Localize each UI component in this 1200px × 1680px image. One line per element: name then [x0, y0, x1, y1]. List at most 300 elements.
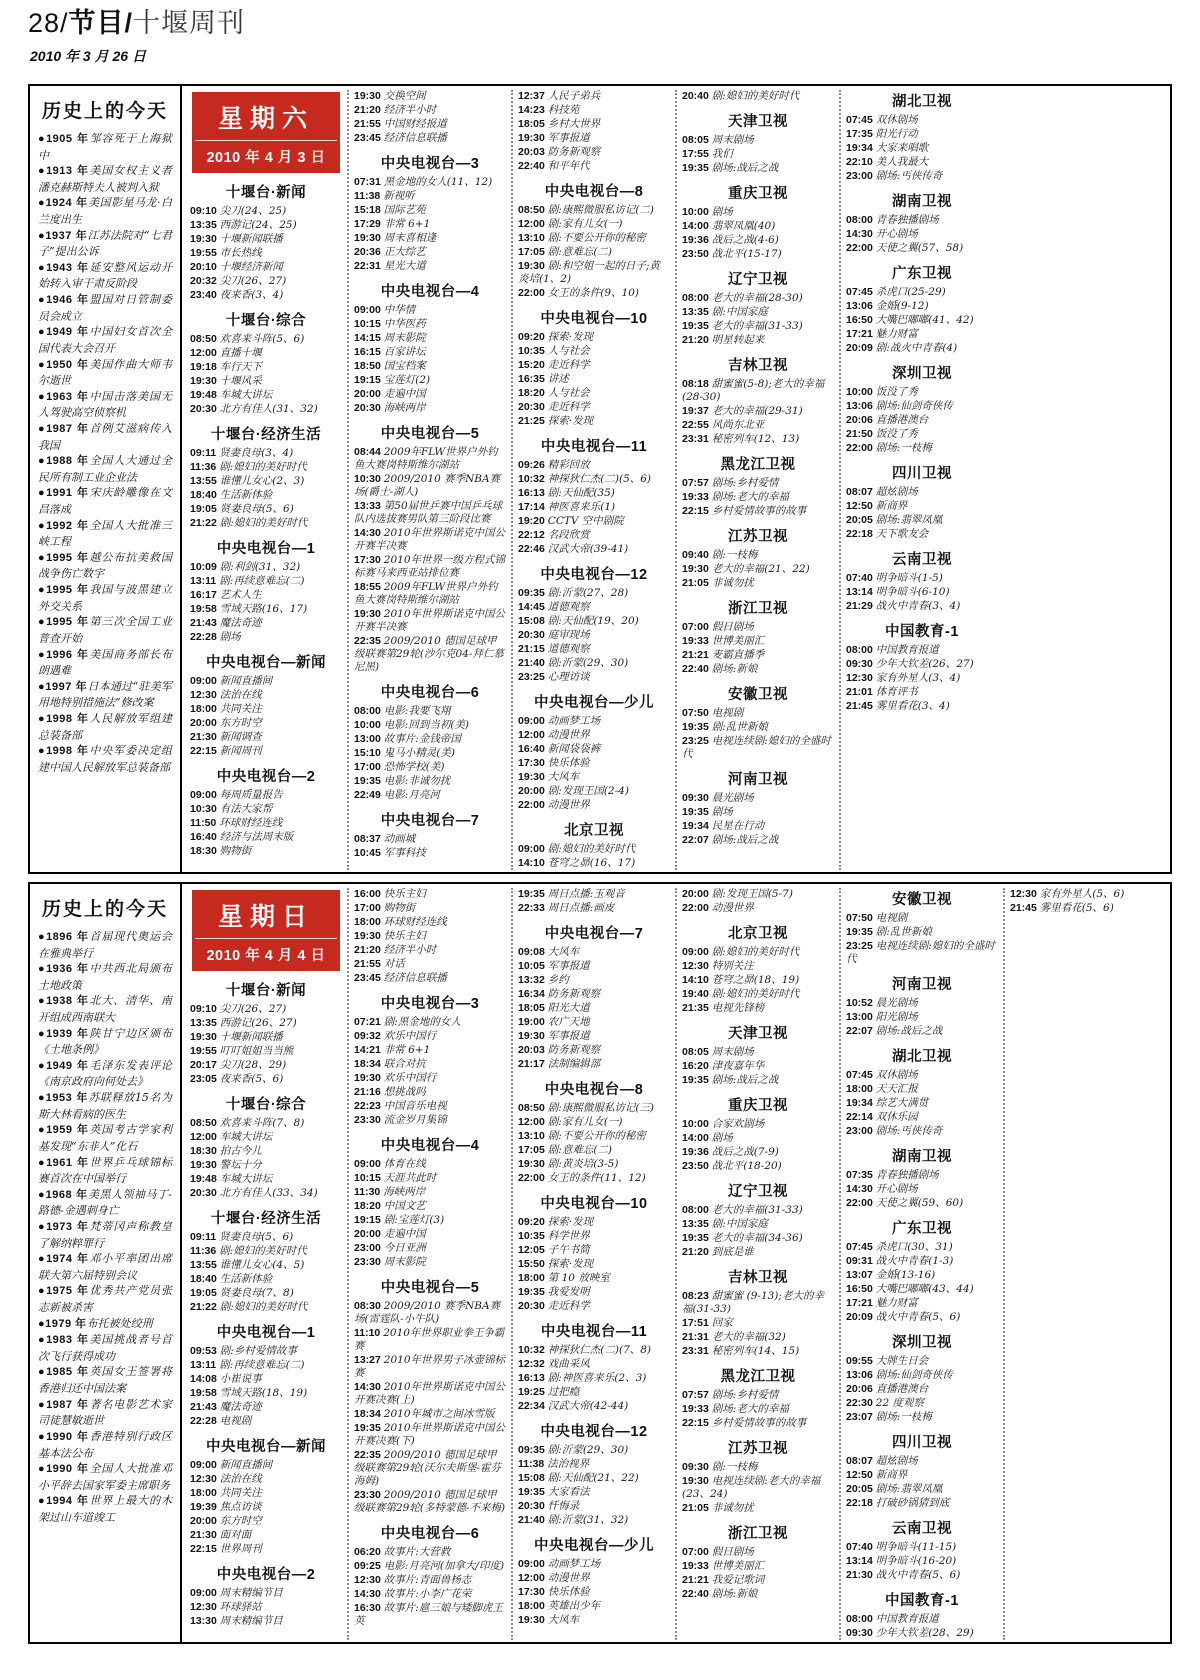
program-entry — [518, 160, 670, 173]
program-entry — [354, 581, 506, 607]
program-entry — [518, 260, 670, 286]
program-entry — [518, 771, 670, 784]
program-time: 21:20 — [682, 1246, 709, 1258]
issue-date: 2010 年 3 月 26 日 — [30, 48, 146, 64]
program-time: 08:23 — [682, 1290, 709, 1302]
program-time: 21:40 — [518, 1514, 545, 1526]
channel-name: 中央电视台—11 — [540, 439, 648, 455]
program-title: 新闻调查 — [219, 731, 262, 743]
program-entry — [846, 1541, 998, 1554]
program-title: 剧:发现王国(2-4) — [547, 785, 629, 797]
program-title: 法制编辑部 — [547, 1058, 601, 1070]
history-event: ●1985 年英国女王签署将香港归还中国法案 — [38, 1365, 173, 1396]
program-time: 22:15 — [190, 1543, 217, 1555]
program-title: 麦霸直播季 — [711, 649, 765, 661]
history-event: ●1995 年我国与波黑建立外交关系 — [38, 583, 173, 613]
program-title: 我爱记歌词 — [711, 1574, 765, 1586]
program-title: 周末精编节目 — [219, 1587, 283, 1599]
program-title: 大牌生日会 — [875, 1355, 929, 1367]
program-time: 17:05 — [518, 1144, 545, 1156]
history-event-year: ●1973 年 — [38, 1220, 90, 1233]
program-entry — [846, 142, 998, 155]
program-time: 19:18 — [190, 361, 217, 373]
program-time: 20:30 — [190, 1187, 217, 1199]
program-time: 21:43 — [190, 1401, 217, 1413]
program-time: 12:50 — [846, 500, 873, 512]
history-event: ●1979 年布托被处绞刑 — [38, 1316, 153, 1330]
program-time: 10:30 — [190, 803, 217, 815]
program-title: 开心剧场 — [875, 228, 918, 240]
program-entry — [518, 1572, 670, 1585]
program-time: 18:00 — [518, 1600, 545, 1612]
program-title: 面对面 — [219, 1529, 252, 1541]
program-time: 09:00 — [518, 715, 545, 727]
program-time: 13:10 — [518, 1130, 545, 1142]
program-time: 11:10 — [354, 1327, 381, 1339]
program-entry — [682, 549, 834, 562]
history-event-year: ●1913 年 — [38, 165, 90, 178]
program-time: 22:40 — [682, 663, 709, 675]
program-time: 09:11 — [190, 1231, 217, 1243]
program-title: 剧:黑金地的女人 — [383, 1016, 461, 1028]
program-time: 19:35 — [682, 1074, 709, 1086]
program-title: 北方有佳人(33、34) — [219, 1187, 318, 1199]
program-time: 14:30 — [354, 527, 381, 539]
program-entry — [682, 1417, 834, 1430]
program-time: 19:35 — [846, 926, 873, 938]
program-time: 14:10 — [518, 857, 545, 869]
program-title: 生活新体验 — [219, 489, 273, 501]
program-entry — [518, 1102, 670, 1115]
channel-name: 黑龙江卫视 — [720, 457, 796, 473]
history-event-year: ●1987 年 — [38, 422, 90, 435]
program-entry — [518, 1272, 670, 1285]
program-time: 09:00 — [518, 1558, 545, 1570]
program-time: 12:30 — [190, 689, 217, 701]
channel-name: 中央电视台—6 — [380, 1526, 480, 1542]
program-title: 鬼马小精灵(美) — [383, 747, 455, 759]
program-title: 天涯共此时 — [383, 1172, 437, 1184]
program-title: 直播港澳台 — [875, 414, 929, 426]
program-title: 双休剧场 — [875, 114, 918, 126]
history-event-year: ●1979 年 — [38, 1317, 87, 1330]
program-time: 09:25 — [354, 1560, 381, 1572]
program-title: 天使之翼(59、60) — [875, 1197, 964, 1209]
program-time: 19:30 — [518, 1030, 545, 1042]
program-time: 18:00 — [846, 1083, 873, 1095]
channel-name: 湖南卫视 — [892, 194, 952, 210]
program-entry — [354, 1381, 506, 1407]
program-entry — [354, 1072, 506, 1085]
program-time: 07:35 — [846, 1169, 873, 1181]
program-time: 23:25 — [518, 671, 545, 683]
program-entry — [518, 857, 670, 870]
program-time: 13:35 — [682, 306, 709, 318]
channel-name: 河南卫视 — [728, 772, 788, 788]
program-time: 23:30 — [354, 1256, 381, 1268]
program-time: 15:08 — [518, 615, 545, 627]
channel-name: 十堰台·新闻 — [225, 983, 307, 999]
channel-name: 十堰台·经济生活 — [210, 1211, 322, 1227]
program-entry — [518, 729, 670, 742]
program-entry — [846, 686, 998, 699]
program-entry — [354, 1228, 506, 1241]
program-entry — [190, 689, 342, 702]
program-time: 20:36 — [354, 246, 381, 258]
program-title: 剧:天仙配(35) — [547, 487, 615, 499]
channel-name: 重庆卫视 — [728, 1098, 788, 1114]
program-title: 尖刀(26、27) — [219, 275, 287, 287]
channel-name: 天津卫视 — [728, 114, 788, 130]
program-time: 19:30 — [682, 1475, 709, 1487]
program-entry — [190, 745, 342, 758]
program-time: 09:35 — [518, 1444, 545, 1456]
program-time: 19:34 — [682, 820, 709, 832]
program-time: 23:40 — [190, 289, 217, 301]
program-entry — [518, 974, 670, 987]
program-entry — [190, 1487, 342, 1500]
program-title: 体育评书 — [875, 686, 918, 698]
program-title: 道德观察 — [547, 643, 590, 655]
program-entry — [518, 888, 670, 901]
program-entry — [354, 1016, 506, 1029]
program-title: 庭审现场 — [547, 629, 590, 641]
program-title: 剧场:乡村爱情 — [711, 477, 779, 489]
program-time: 19:15 — [354, 374, 381, 386]
program-time: 08:05 — [682, 1046, 709, 1058]
program-entry — [682, 220, 834, 233]
channel-name: 中央电视台—新闻 — [206, 1439, 326, 1455]
program-title: 环球财经连线 — [383, 916, 447, 928]
program-entry — [518, 543, 670, 556]
program-time: 22:10 — [846, 156, 873, 168]
program-entry — [190, 333, 342, 346]
program-entry — [846, 1627, 998, 1640]
program-entry — [190, 475, 342, 488]
program-time: 23:25 — [682, 735, 709, 747]
program-title: 大风车 — [547, 946, 580, 958]
program-title: 魔法奇迹 — [219, 617, 262, 629]
history-event-year: ●1939 年 — [38, 1027, 90, 1040]
program-entry — [518, 785, 670, 798]
program-entry — [846, 1369, 998, 1382]
program-time: 14:30 — [846, 228, 873, 240]
program-title: 周日点播:画皮 — [547, 902, 615, 914]
program-entry — [354, 232, 506, 245]
program-title: 剧:媳妇的美好时代 — [711, 90, 800, 102]
program-title: 战火中青春(5、6) — [875, 1311, 961, 1323]
program-title: 电视先锋榜 — [711, 1002, 765, 1014]
history-event-year: ●1937 年 — [38, 229, 88, 242]
program-title: 车行天下 — [219, 361, 262, 373]
program-entry — [846, 286, 998, 299]
program-title: 剧:媳妇的美好时代 — [219, 1301, 308, 1313]
program-title: 共同关注 — [219, 703, 262, 715]
program-title: 剧:意难忘(二) — [547, 1144, 613, 1156]
program-entry — [846, 1069, 998, 1082]
program-entry — [354, 190, 506, 203]
channel-name: 中央电视台—5 — [380, 1280, 480, 1296]
program-entry — [846, 1613, 998, 1626]
program-time: 13:14 — [846, 586, 873, 598]
channel-name: 北京卫视 — [728, 926, 788, 942]
program-time: 10:45 — [354, 847, 381, 859]
program-title: 大家来唱歌 — [875, 142, 929, 154]
program-time: 10:00 — [354, 719, 381, 731]
program-title: 大嘴巴嘟嘟(41、42) — [875, 314, 974, 326]
program-time: 12:05 — [518, 1244, 545, 1256]
program-title: 剧:媳妇的美好时代 — [711, 988, 800, 1000]
program-time: 08:00 — [682, 292, 709, 304]
program-title: 剧场:仙剑奇侠传 — [875, 1369, 953, 1381]
program-time: 20:30 — [190, 403, 217, 415]
program-time: 23:31 — [682, 1345, 709, 1357]
program-title: 走遍中国 — [383, 1228, 426, 1240]
program-entry — [190, 503, 342, 516]
program-time: 22:49 — [354, 789, 381, 801]
program-title: 中华情 — [383, 304, 416, 316]
program-time: 23:31 — [682, 433, 709, 445]
history-event-year: ●1974 年 — [38, 1253, 90, 1266]
program-time: 18:30 — [190, 1145, 217, 1157]
program-title: 中国文艺 — [383, 1200, 426, 1212]
program-entry — [682, 292, 834, 305]
program-title: 购物街 — [219, 845, 252, 857]
program-title: 秘密列车(12、13) — [711, 433, 800, 445]
program-title: 乡村大世界 — [547, 118, 601, 130]
program-entry — [682, 621, 834, 634]
program-time: 07:45 — [846, 114, 873, 126]
program-title: 大风车 — [547, 771, 580, 783]
program-title: 交换空间 — [383, 90, 426, 102]
program-entry — [518, 1016, 670, 1029]
program-entry — [518, 601, 670, 614]
program-title: 中国财经报道 — [383, 118, 447, 130]
program-title: 车城大讲坛 — [219, 1173, 273, 1185]
program-title: 道德观察 — [547, 601, 590, 613]
program-time: 19:33 — [682, 635, 709, 647]
program-entry — [190, 589, 342, 602]
program-entry — [190, 205, 342, 218]
program-entry — [354, 1086, 506, 1099]
program-entry — [354, 833, 506, 846]
history-event-year: ●1938 年 — [38, 995, 90, 1008]
program-entry — [846, 1269, 998, 1282]
program-time: 12:50 — [846, 1469, 873, 1481]
program-title: 少年大钦差(26、27) — [875, 658, 974, 670]
program-title: 老大的幸福(21、22) — [711, 563, 810, 575]
program-entry — [354, 747, 506, 760]
program-entry — [518, 1344, 670, 1357]
program-title: 双休剧场 — [875, 1069, 918, 1081]
program-time: 19:30 — [518, 260, 545, 272]
program-entry — [846, 1555, 998, 1568]
history-event: ●1953 年苏联释放15名为斯大林看病的医生 — [38, 1091, 173, 1121]
program-entry — [518, 232, 670, 245]
program-time: 21:25 — [518, 415, 545, 427]
program-time: 07:45 — [846, 1241, 873, 1253]
program-entry — [354, 1327, 506, 1353]
history-event-year: ●1961 年 — [38, 1156, 90, 1169]
program-entry — [354, 902, 506, 915]
publication-name: 十堰周刊 — [133, 8, 246, 38]
channel-name: 中央电视台—1 — [216, 1325, 316, 1341]
program-time: 13:11 — [190, 1359, 217, 1371]
program-entry — [846, 1569, 998, 1582]
program-entry — [682, 1046, 834, 1059]
channel-name: 中央电视台—4 — [380, 1138, 480, 1154]
program-time: 16:30 — [354, 1602, 381, 1614]
program-title: 探索·发现 — [547, 415, 594, 427]
program-title: 第50届世乒赛中国乒乓球队内选拔赛男队第三阶段比赛 — [354, 500, 503, 525]
program-entry — [190, 1031, 342, 1044]
program-entry — [354, 733, 506, 746]
program-entry — [682, 974, 834, 987]
program-time: 21:20 — [354, 104, 381, 116]
program-title: 军事报道 — [547, 1030, 590, 1042]
channel-name: 湖南卫视 — [892, 1149, 952, 1165]
program-title: 回家 — [711, 1317, 733, 1329]
program-time: 23:00 — [846, 1125, 873, 1137]
program-title: 走近科学 — [547, 401, 590, 413]
history-event-year: ●1994 年 — [38, 1495, 90, 1508]
program-entry — [190, 1301, 342, 1314]
program-time: 19:30 — [190, 1159, 217, 1171]
history-event-year: ●1950 年 — [38, 358, 90, 371]
program-title: 探索·发现 — [547, 1216, 594, 1228]
program-title: 杀虎口(25-29) — [875, 286, 946, 298]
history-event-year: ●1975 年 — [38, 1285, 90, 1298]
program-entry — [518, 960, 670, 973]
program-title: 大风车 — [547, 1614, 580, 1626]
program-entry — [682, 1290, 834, 1316]
program-title: 和平年代 — [547, 160, 590, 172]
program-time: 17:00 — [354, 902, 381, 914]
program-title: 经济半小时 — [383, 944, 437, 956]
program-entry — [518, 146, 670, 159]
program-time: 20:05 — [846, 1483, 873, 1495]
program-time: 07:31 — [354, 176, 381, 188]
history-event: ●1995 年越公布抗美救国战争伤亡数字 — [38, 550, 173, 581]
program-time: 20:30 — [354, 402, 381, 414]
program-title: 假日剧场 — [711, 1546, 754, 1558]
program-time: 17:30 — [518, 757, 545, 769]
program-time: 18:50 — [354, 360, 381, 372]
program-title: 苍穹之昴(16、17) — [547, 857, 636, 869]
program-title: 西游记(24、25) — [219, 219, 297, 231]
program-time: 22:07 — [846, 1025, 873, 1037]
program-entry — [846, 228, 998, 241]
program-entry — [518, 1514, 670, 1527]
program-time: 19:33 — [682, 1403, 709, 1415]
program-title: 少年大钦差(28、29) — [875, 1627, 974, 1639]
program-title: 老大的幸福(31-33) — [711, 1204, 803, 1216]
program-time: 22:00 — [518, 287, 545, 299]
program-title: 欢喜来斗阵(7、8) — [219, 1117, 305, 1129]
history-sidebar — [30, 86, 182, 872]
program-title: 剧场:老大的幸福 — [711, 491, 789, 503]
program-entry — [846, 386, 998, 399]
program-entry — [190, 1515, 342, 1528]
program-time: 19:30 — [190, 1031, 217, 1043]
program-time: 22:28 — [190, 631, 217, 643]
program-entry — [354, 1574, 506, 1587]
program-title: 超炫剧场 — [875, 1455, 918, 1467]
program-entry — [682, 960, 834, 973]
program-title: 剧:中国家庭 — [711, 306, 768, 318]
program-time: 20:32 — [190, 275, 217, 287]
history-sidebar — [30, 884, 182, 1642]
program-entry — [682, 1246, 834, 1259]
program-entry — [190, 1359, 342, 1372]
channel-name: 中央电视台—2 — [216, 769, 316, 785]
program-title: 明争暗斗(11-15) — [875, 1541, 957, 1553]
program-entry — [354, 554, 506, 580]
channel-name: 中央电视台—少儿 — [534, 695, 654, 711]
program-title: 十堰新闻联播 — [219, 233, 283, 245]
program-entry — [846, 940, 998, 966]
program-entry — [682, 1345, 834, 1358]
program-title: 22 度观察 — [875, 1397, 924, 1409]
program-entry — [846, 214, 998, 227]
program-title: 2010年世界斯诺克中国公开赛半决赛 — [354, 608, 506, 633]
program-time: 17:14 — [518, 501, 545, 513]
program-time: 20:03 — [518, 146, 545, 158]
program-title: 特别关注 — [711, 960, 754, 972]
program-title: 剧:不要公开你的秘密 — [547, 232, 646, 244]
program-entry — [354, 789, 506, 802]
program-time: 09:26 — [518, 459, 545, 471]
program-title: 人民子弟兵 — [547, 90, 601, 102]
program-title: 新商界 — [875, 1469, 908, 1481]
program-title: 晨光剧场 — [711, 792, 754, 804]
program-time: 15:08 — [518, 1472, 545, 1484]
program-title: 电视连续剧:媳妇的全盛时代 — [682, 735, 831, 760]
program-time: 16:13 — [518, 487, 545, 499]
program-time: 12:30 — [1010, 888, 1037, 900]
program-entry — [682, 635, 834, 648]
program-entry — [190, 1017, 342, 1030]
day-schedule-box — [28, 882, 1172, 1644]
program-entry — [846, 170, 998, 183]
program-time: 17:35 — [846, 128, 873, 140]
program-title: 剧:乱世新娘 — [711, 721, 768, 733]
channel-name: 中央电视台—4 — [380, 284, 480, 300]
program-entry — [682, 888, 834, 901]
program-title: 2009/2010 德国足球甲级联赛第29轮(多特蒙德-不来梅) — [354, 1489, 506, 1514]
program-time: 19:40 — [682, 988, 709, 1000]
program-time: 19:15 — [354, 1214, 381, 1226]
program-title: 甜蜜蜜 (9-13);老大的幸福(31-33) — [682, 1290, 824, 1315]
program-time: 09:30 — [846, 1627, 873, 1639]
history-event-year: ●1943 年 — [38, 261, 90, 274]
program-title: 超炫剧场 — [875, 486, 918, 498]
program-entry — [518, 132, 670, 145]
channel-name: 中央电视台—7 — [544, 926, 644, 942]
program-title: 电影:月亮河(加拿大/印度) — [383, 1560, 505, 1572]
program-entry — [354, 1422, 506, 1448]
program-title: 综艺大满贯 — [875, 1097, 929, 1109]
program-entry — [682, 1160, 834, 1173]
program-entry — [518, 1358, 670, 1371]
program-time: 19:30 — [518, 1158, 545, 1170]
program-title: 剧场:一枝梅 — [875, 442, 932, 454]
program-title: 剧:神医喜来乐(2、3) — [547, 1372, 647, 1384]
page-header — [28, 8, 1172, 66]
program-title: 叮叮姐姐当当熊 — [219, 1045, 294, 1057]
program-title: 电影:非诚勿扰 — [383, 775, 451, 787]
program-entry — [354, 944, 506, 957]
